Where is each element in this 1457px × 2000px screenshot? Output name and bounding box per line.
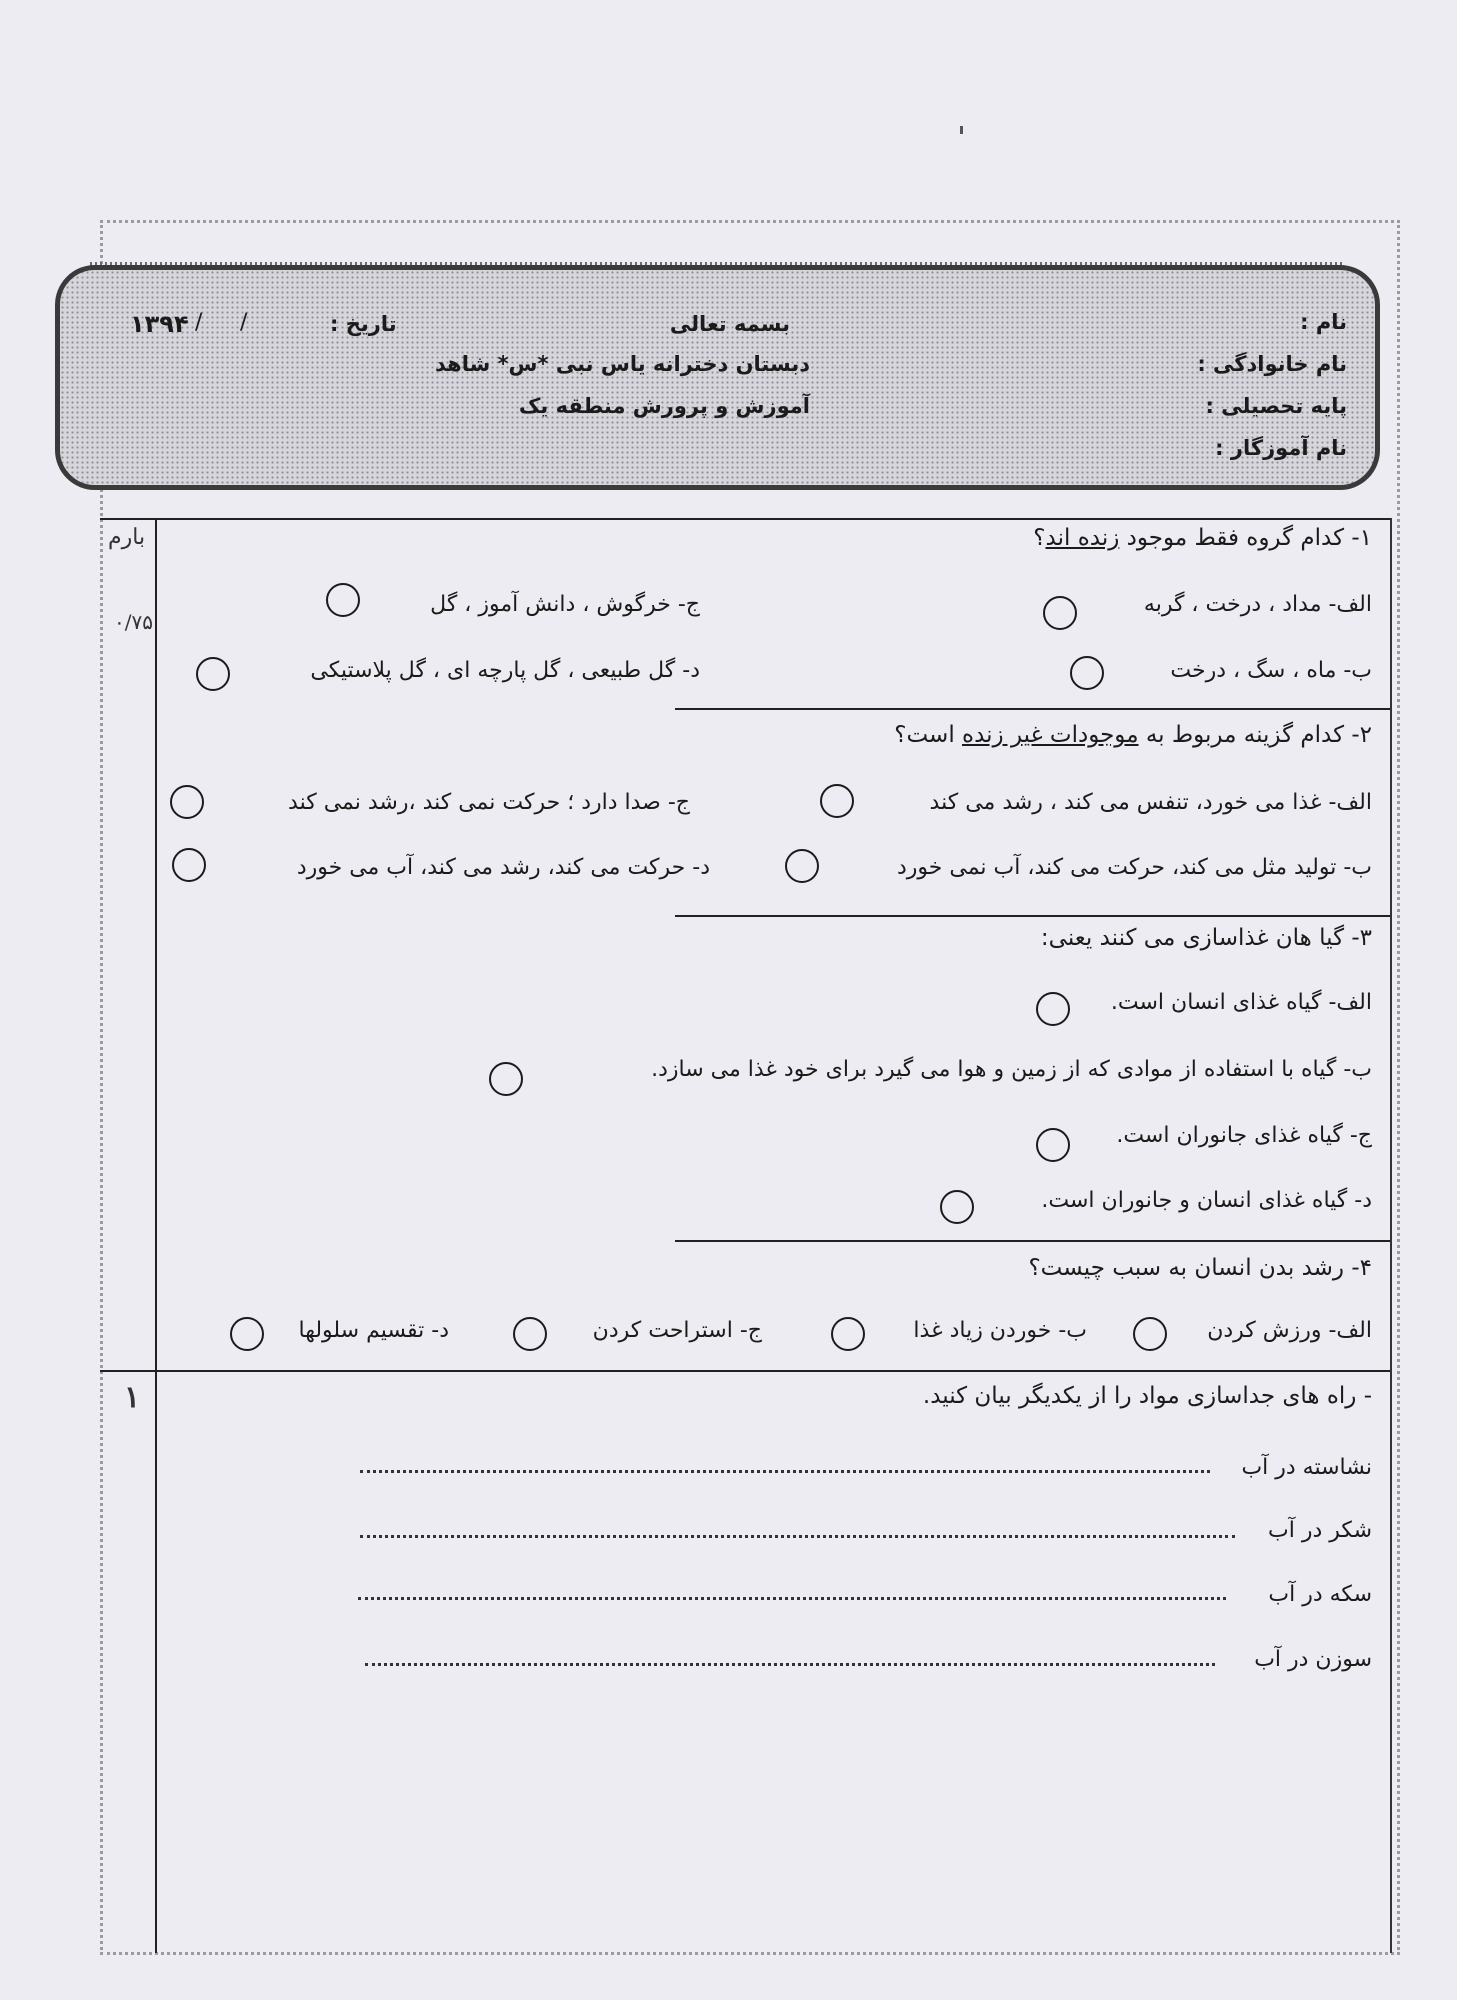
answer-item-coin: سکه در آب <box>1268 1582 1372 1607</box>
option-b: ب- گیاه با استفاده از موادی که از زمین و هوا می گیرد برای خود غذا می سازد. <box>651 1057 1372 1082</box>
answer-line[interactable] <box>358 1597 1226 1600</box>
year: ۱۳۹۴ <box>130 310 189 338</box>
answer-circle[interactable] <box>785 849 819 883</box>
answer-circle[interactable] <box>172 848 206 882</box>
right-border <box>1390 518 1392 1953</box>
answer-circle[interactable] <box>230 1317 264 1351</box>
option-d: د- تقسیم سلولها <box>298 1318 449 1343</box>
option-d: د- گل طبیعی ، گل پارچه ای ، گل پلاستیکی <box>310 658 700 683</box>
answer-line[interactable] <box>365 1663 1215 1666</box>
option-a: الف- غذا می خورد، تنفس می کند ، رشد می کند <box>929 790 1372 815</box>
answer-circle[interactable] <box>1036 992 1070 1026</box>
family-label: نام خانوادگی : <box>1197 352 1347 376</box>
grade-label: پایه تحصیلی : <box>1205 394 1347 418</box>
divider <box>675 708 1390 710</box>
answer-circle[interactable] <box>1070 656 1104 690</box>
option-b: ب- خوردن زیاد غذا <box>913 1318 1087 1343</box>
answer-circle[interactable] <box>1036 1128 1070 1162</box>
answer-circle[interactable] <box>196 657 230 691</box>
school-name: دبستان دخترانه یاس نبی *س* شاهد <box>435 352 810 376</box>
date-slash: / <box>240 310 248 335</box>
exam-header <box>55 265 1380 490</box>
option-c: ج- گیاه غذای جانوران است. <box>1116 1123 1372 1148</box>
answer-line[interactable] <box>360 1535 1235 1538</box>
answer-item-needle: سوزن در آب <box>1254 1647 1372 1672</box>
score-margin-line <box>155 518 157 1953</box>
option-b: ب- تولید مثل می کند، حرکت می کند، آب نمی خورد <box>896 855 1372 880</box>
option-d: د- حرکت می کند، رشد می کند، آب می خورد <box>296 855 710 880</box>
answer-circle[interactable] <box>940 1190 974 1224</box>
option-a: الف- مداد ، درخت ، گربه <box>1143 592 1372 617</box>
answer-circle[interactable] <box>513 1317 547 1351</box>
date-slash: / <box>195 310 203 335</box>
answer-item-starch: نشاسته در آب <box>1241 1455 1372 1480</box>
option-b: ب- ماه ، سگ ، درخت <box>1170 658 1372 683</box>
date-label: تاریخ : <box>330 312 397 336</box>
answer-circle[interactable] <box>1043 596 1077 630</box>
question-2: ۲- کدام گزینه مربوط به موجودات غیر زنده است؟ <box>894 722 1372 748</box>
answer-item-sugar: شکر در آب <box>1268 1518 1372 1543</box>
question-1: ۱- کدام گروه فقط موجود زنده اند؟ <box>1033 525 1372 551</box>
question-3: ۳- گیا هان غذاسازی می کنند یعنی: <box>1040 925 1372 951</box>
scan-mark <box>960 126 963 134</box>
question-5: - راه های جداسازی مواد را از یکدیگر بیان کنید. <box>922 1383 1372 1409</box>
option-c: ج- خرگوش ، دانش آموز ، گل <box>430 592 700 617</box>
score-value: ۱ <box>124 1380 141 1415</box>
answer-circle[interactable] <box>489 1062 523 1096</box>
district-name: آموزش و پرورش منطقه یک <box>518 394 810 418</box>
teacher-label: نام آموزگار : <box>1215 436 1347 460</box>
answer-circle[interactable] <box>831 1317 865 1351</box>
question-4: ۴- رشد بدن انسان به سبب چیست؟ <box>1028 1255 1372 1281</box>
answer-circle[interactable] <box>820 784 854 818</box>
option-c: ج- صدا دارد ؛ حرکت نمی کند ،رشد نمی کند <box>288 790 690 815</box>
score-header: بارم <box>108 525 146 550</box>
answer-circle[interactable] <box>1133 1317 1167 1351</box>
divider <box>675 915 1390 917</box>
answer-line[interactable] <box>360 1470 1210 1473</box>
option-d: د- گیاه غذای انسان و جانوران است. <box>1041 1188 1372 1213</box>
option-a: الف- گیاه غذای انسان است. <box>1110 990 1372 1015</box>
answer-circle[interactable] <box>170 785 204 819</box>
name-label: نام : <box>1300 310 1347 334</box>
option-a: الف- ورزش کردن <box>1207 1318 1372 1343</box>
divider <box>675 1240 1390 1242</box>
score-value: ۰/۷۵ <box>114 610 153 634</box>
answer-circle[interactable] <box>326 583 360 617</box>
divider <box>100 1370 1390 1372</box>
option-c: ج- استراحت کردن <box>592 1318 762 1343</box>
bismillah: بسمه تعالی <box>669 312 791 336</box>
